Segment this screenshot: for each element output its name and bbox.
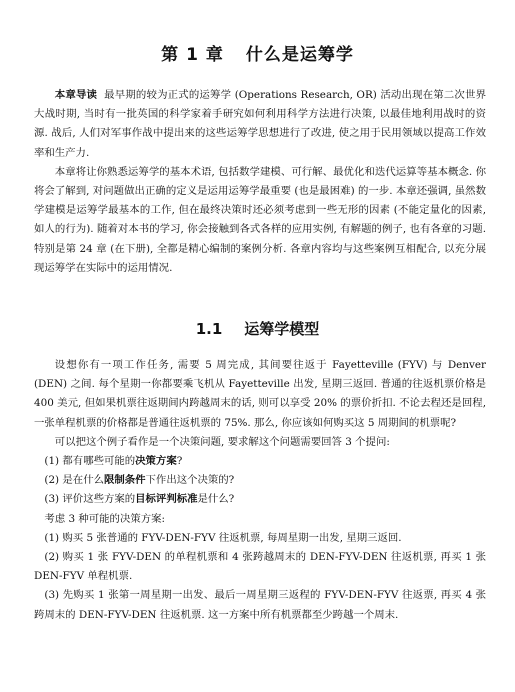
option-item: (1) 购买 5 张普通的 FYV-DEN-FYV 往返机票, 每周星期一出发, 星期三返回.: [44, 531, 402, 544]
section-heading: [0, 318, 515, 339]
intro-paragraph-1: [34, 86, 486, 163]
section-paragraph-2: 可以把这个例子看作是一个决策问题, 要求解这个问题需要回答 3 个提问:: [54, 435, 390, 448]
chapter-number: 第 1 章: [161, 45, 224, 65]
section-body: [34, 356, 486, 625]
intro-lead-label: 本章导读: [54, 89, 98, 101]
chapter-title: [0, 40, 515, 65]
intro-paragraph-1-text: 最早期的较为正式的运筹学 (Operations Research, OR) 活动出现在第二次世界大战时期, 当时有一批英国的科学家着手研究如何利用科学方法进行决策, 以最佳地利用战时的资源. 战后, 人们对军事作战中提出来的这些运筹学思想进行了改进, 使之用于民用领域以提高工作效率和生产力.: [34, 89, 487, 159]
question-item: (2) 是在什么限制条件下作出这个决策的?: [44, 474, 235, 487]
section-paragraph-1: 设想你有一项工作任务, 需要 5 周完成, 其间要往返于 Fayetteville (FYV) 与 Denver (DEN) 之间. 每个星期一你都要乘飞机从 Fayetteville 出发, 星期三返回. 普通的往返机票价格是 400 美元, 但如果机票往返期间内跨越周末的话, 则可以享受 20% 的票价折扣. 不论去程还是回程, 一张单程机票的价格都是普通往返机票的 75%. 那么, 你应该如何购买这 5 周期间的机票呢?: [34, 359, 486, 429]
chapter-name: 什么是运筹学: [245, 45, 354, 65]
section-number: 1.1: [195, 320, 223, 338]
option-item: (2) 购买 1 张 FYV-DEN 的单程机票和 4 张跨越周末的 DEN-FYV-DEN 往返机票, 再买 1 张 DEN-FYV 单程机票.: [34, 551, 486, 583]
section-name: 运筹学模型: [244, 320, 320, 338]
options-intro: 考虑 3 种可能的决策方案:: [44, 512, 166, 525]
question-item: (1) 都有哪些可能的决策方案?: [44, 455, 183, 468]
chapter-intro: [34, 86, 486, 278]
option-item: (3) 先购买 1 张第一周星期一出发、最后一周星期三返程的 FYV-DEN-FYV 往返票, 再买 4 张跨周末的 DEN-FYV-DEN 往返机票. 这一方案中所有机票都至少跨越一个周末.: [34, 589, 486, 621]
intro-paragraph-2: 本章将让你熟悉运筹学的基本术语, 包括数学建模、可行解、最优化和迭代运算等基本概念. 你将会了解到, 对问题做出正确的定义是运用运筹学最重要 (也是最困难) 的一步. 本章还强调, 虽然数学建模是运筹学最基本的工作, 但在最终决策时还必须考虑到一些无形的因素 (不能定量化的因素, 如人的行为). 随着对本书的学习, 你会接触到各式各样的应用实例, 有解题的例子, 也有各章的习题. 特别是第 24 章 (在下册), 全都是精心编制的案例分析. 各章内容均与这些案例互相配合, 以充分展现运筹学在实际中的运用情况.: [34, 165, 486, 274]
question-item: (3) 评价这些方案的目标评判标准是什么?: [44, 493, 235, 506]
